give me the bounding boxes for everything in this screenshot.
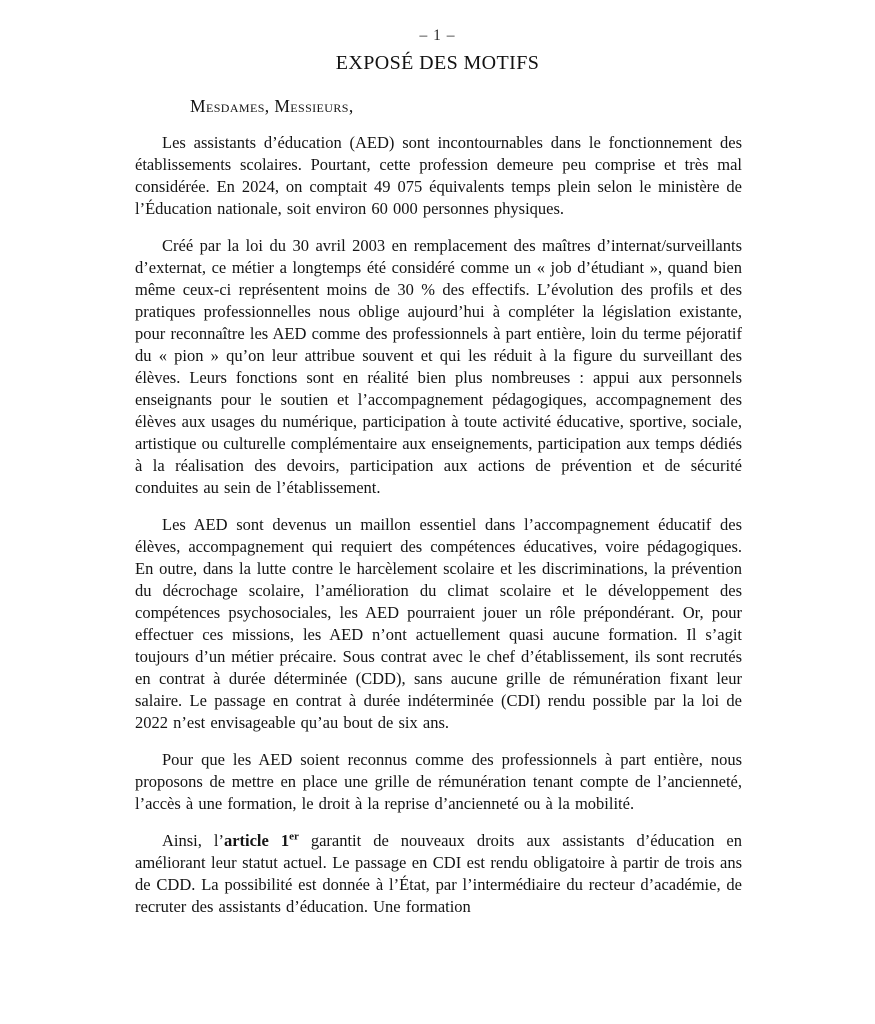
- paragraph-article-1: [135, 830, 742, 918]
- article-1-ordinal-suffix: er: [289, 830, 299, 843]
- document-body: [135, 95, 742, 918]
- salutation: Mesdames, Messieurs,: [190, 96, 354, 116]
- article-paragraph-lead: Ainsi, l’: [162, 831, 224, 850]
- article-1-reference: [224, 831, 299, 850]
- paragraph-intro: Les assistants d’éducation (AED) sont incontournables dans le fonctionnement des établissements scolaires. Pourtant, cette profession demeure peu comprise et très mal considérée. En 2024, on comptait 49 075 équivalents temps plein selon le ministère de l’Éducation nationale, soit environ 60 000 personnes physiques.: [135, 133, 742, 218]
- page-number: – 1 –: [419, 27, 456, 44]
- paragraph-history: Créé par la loi du 30 avril 2003 en remplacement des maîtres d’internat/surveillants d’externat, ce métier a longtemps été considéré comme un « job d’étudiant », quand bien même ceux-ci représentent moins de 30 % des effectifs. L’évolution des profils et des pratiques professionnelles nous oblige aujourd’hui à compléter la législation existante, pour reconnaître les AED comme des professionnels à part entière, loin du terme péjoratif du « pion » qu’on leur attribue souvent et qui les réduit à la figure du surveillant des élèves. Leurs fonctions sont en réalité bien plus nombreuses : appui aux personnels enseignants pour le soutien et l’accompagnement pédagogiques, accompagnement des élèves aux usages du numérique, participation à toute activité éducative, sportive, sociale, artistique ou culturelle complémentaire aux enseignements, participation aux temps dédiés à la réalisation des devoirs, participation aux actions de prévention et de sécurité conduites au sein de l’établissement.: [135, 236, 742, 497]
- article-1-label: article 1: [223, 831, 290, 850]
- paragraph-proposal: Pour que les AED soient reconnus comme des professionnels à part entière, nous proposons de mettre en place une grille de rémunération tenant compte de l’ancienneté, l’accès à une formation, le droit à la reprise d’ancienneté ou à la mobilité.: [135, 750, 742, 813]
- paragraph-role: Les AED sont devenus un maillon essentiel dans l’accompagnement éducatif des élèves, accompagnement qui requiert des compétences éducatives, voire pédagogiques. En outre, dans la lutte contre le harcèlement scolaire et les discriminations, la prévention du décrochage scolaire, l’amélioration du climat scolaire et le développement des compétences psychosociales, les AED pourraient jouer un rôle prépondérant. Or, pour effectuer ces missions, les AED n’ont actuellement quasi aucune formation. Il s’agit toujours d’un métier précaire. Sous contrat avec le chef d’établissement, ils sont recrutés en contrat à durée déterminée (CDD), sans aucune grille de rémunération fixant leur salaire. Le passage en contrat à durée indéterminée (CDI) rendu possible par la loi de 2022 n’est envisageable qu’au bout de six ans.: [135, 515, 742, 732]
- article-paragraph-rest: garantit de nouveaux droits aux assistants d’éducation en améliorant leur statut actuel. Le passage en CDI est rendu obligatoire à partir de trois ans de CDD. La possibilité est donnée à l’État, par l’intermédiaire du recteur d’académie, de recruter des assistants d’éducation. Une formation: [135, 831, 742, 916]
- document-title: EXPOSÉ DES MOTIFS: [335, 52, 540, 74]
